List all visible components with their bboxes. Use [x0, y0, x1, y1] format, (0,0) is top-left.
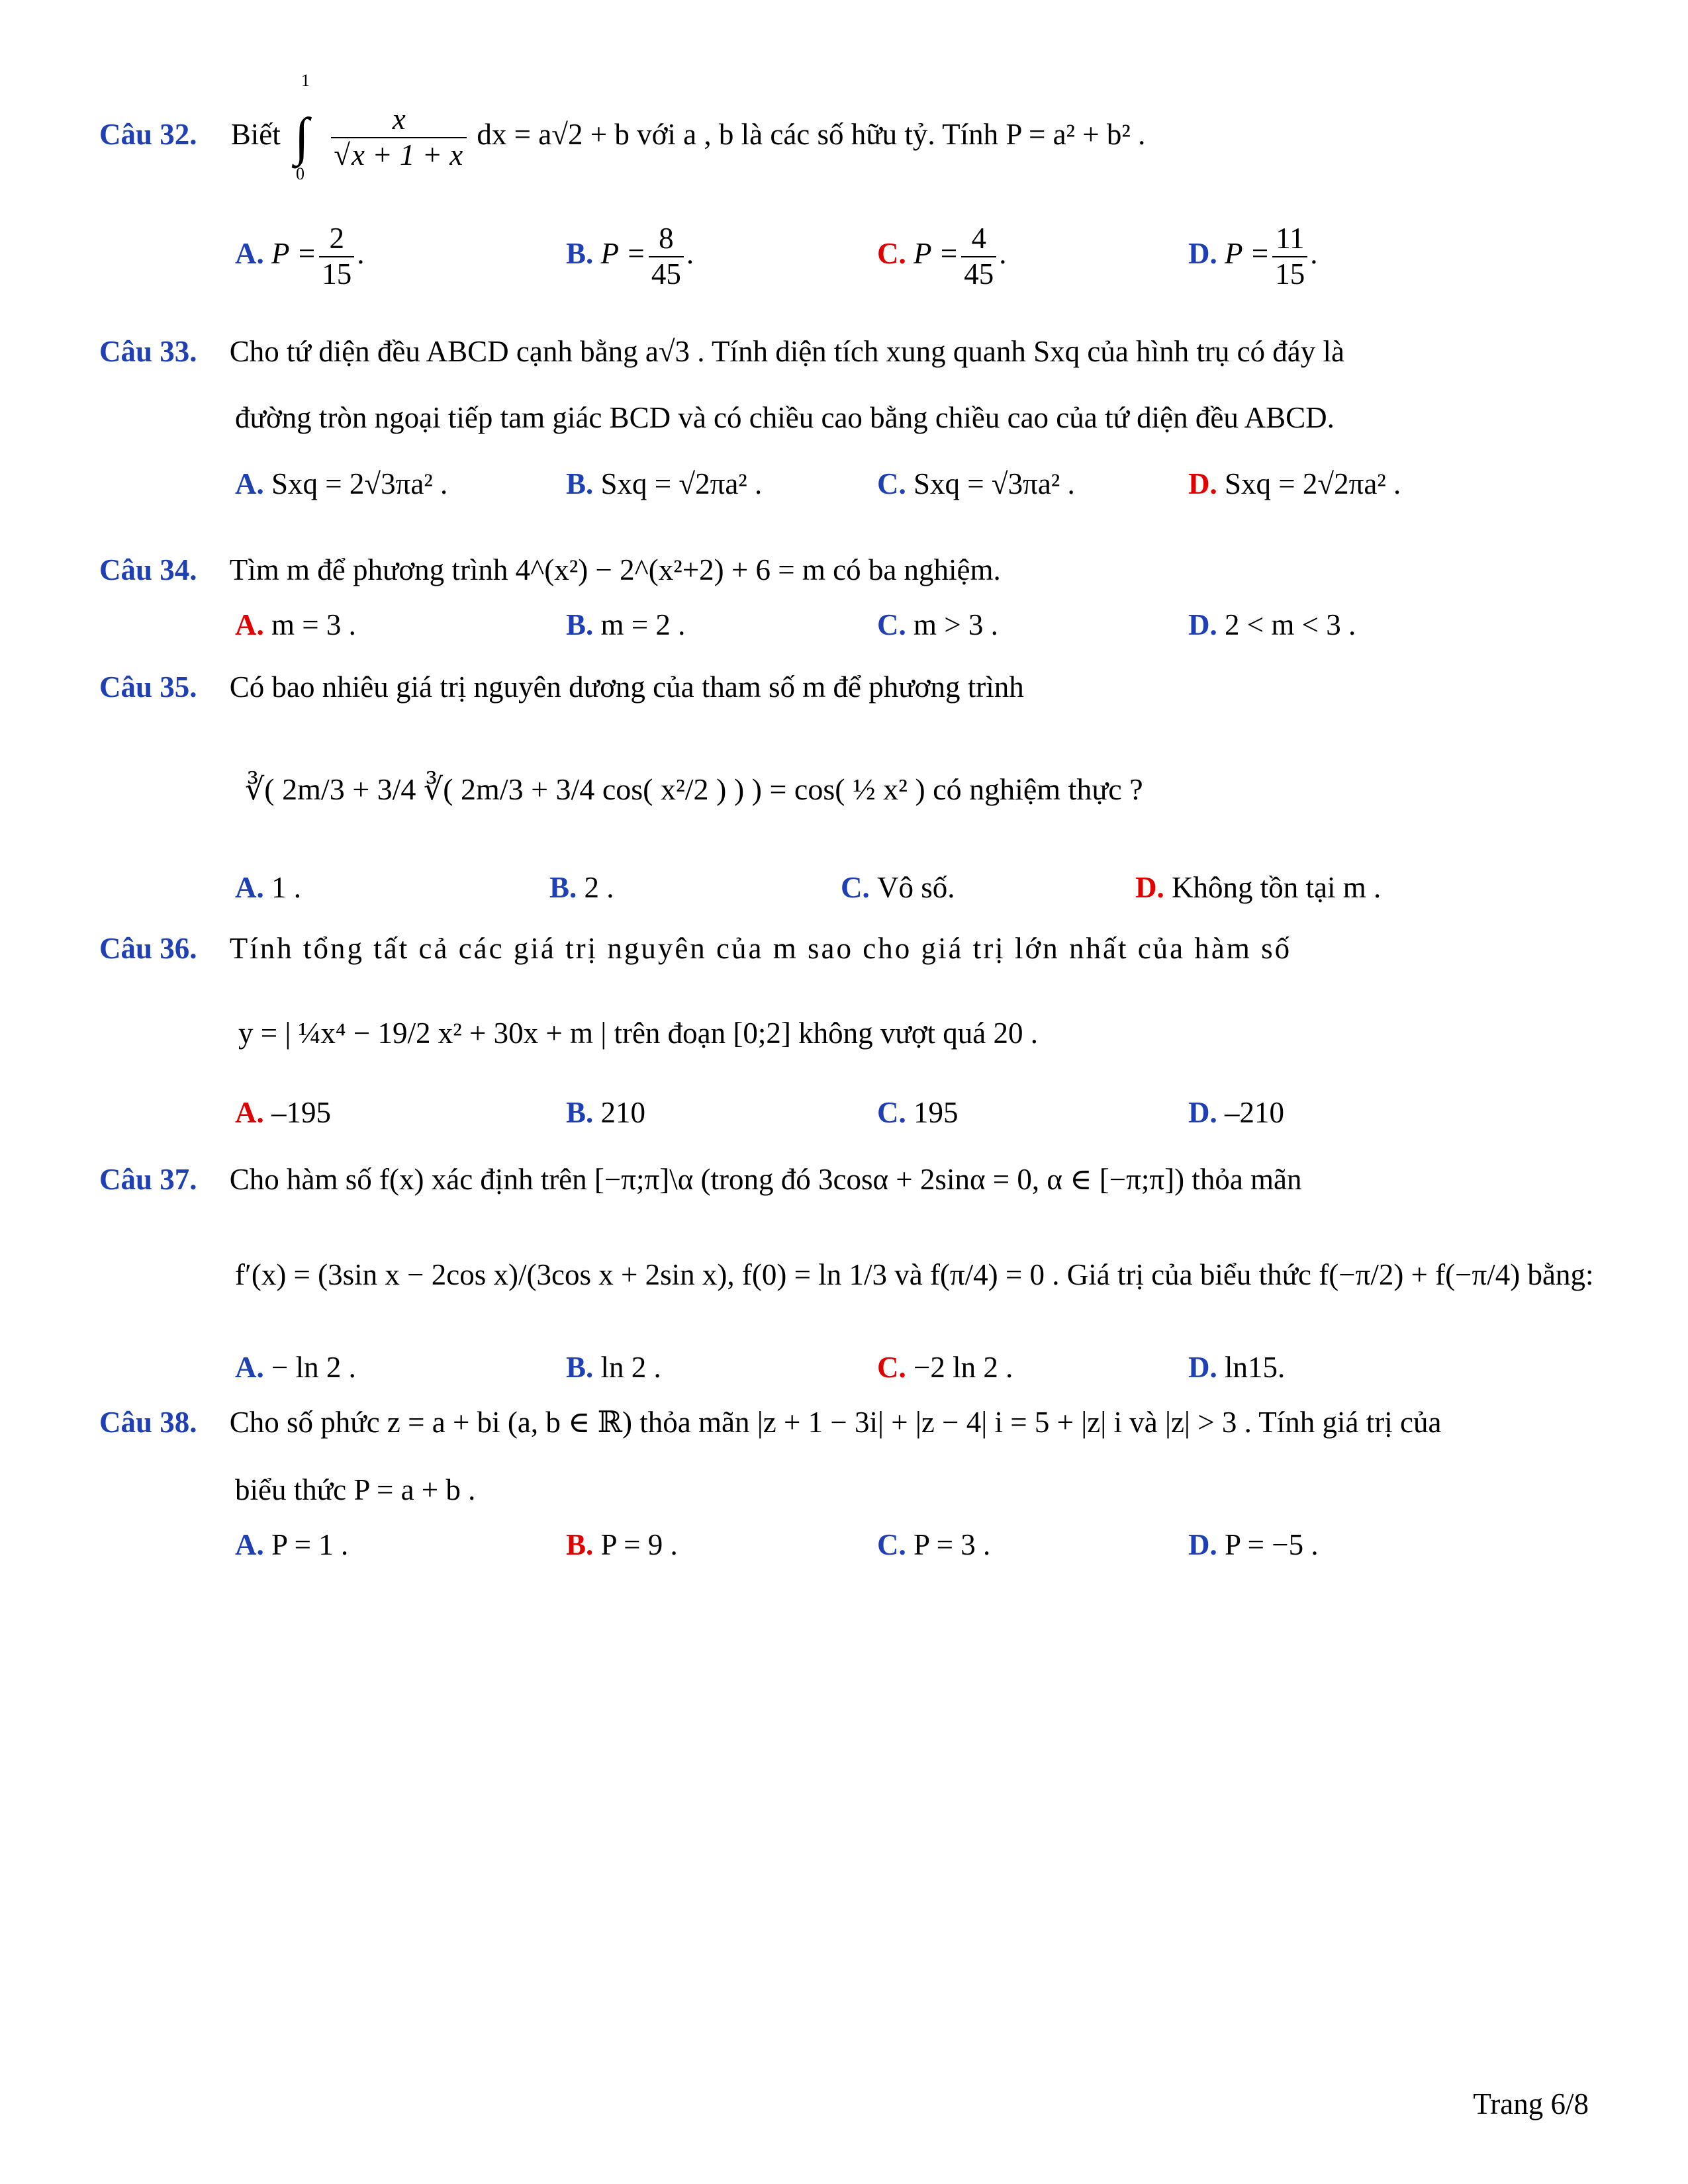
- q35-line1: Có bao nhiêu giá trị nguyên dương của tham số m để phương trình: [229, 670, 1024, 704]
- answer-option: [1188, 222, 1318, 292]
- answer-option: [1188, 1527, 1319, 1562]
- option-text: Vô số.: [877, 871, 955, 904]
- option-label: A.: [235, 237, 271, 271]
- q34-text: Tìm m để phương trình 4^(x²) − 2^(x²+2) + 6 = m có ba nghiệm.: [229, 553, 1001, 586]
- question-number: Câu 32.: [99, 118, 197, 152]
- option-label: C.: [877, 237, 914, 271]
- option-prefix: P =: [914, 237, 959, 271]
- answer-option: [1188, 1350, 1285, 1385]
- option-text: P = −5 .: [1225, 1528, 1319, 1561]
- answer-option: [566, 1350, 661, 1385]
- answer-option: [549, 870, 614, 905]
- option-suffix: .: [1310, 237, 1318, 271]
- option-label: D.: [1188, 608, 1225, 641]
- option-prefix: P =: [1225, 237, 1270, 271]
- option-prefix: P =: [600, 237, 646, 271]
- option-label: B.: [566, 467, 601, 500]
- q36: [99, 931, 1291, 966]
- option-text: ln 2 .: [600, 1351, 661, 1384]
- q37: [99, 1161, 1302, 1197]
- q35: [99, 670, 1024, 704]
- question-number: Câu 37.: [99, 1163, 197, 1196]
- option-fraction: [961, 222, 996, 292]
- answer-option: [235, 1095, 331, 1130]
- option-fraction: [319, 222, 354, 292]
- q35-equation: ∛( 2m/3 + 3/4 ∛( 2m/3 + 3/4 cos( x²/2 ) ) ) = cos( ½ x² ) có nghiệm thực ?: [245, 772, 1143, 806]
- fraction-denominator: 15: [1275, 257, 1305, 291]
- q32-fraction: $\frac{x}{√x + 1 + x}$: [331, 103, 467, 173]
- option-label: C.: [877, 1351, 914, 1384]
- fraction-denominator: 15: [322, 257, 352, 291]
- option-text: P = 1 .: [271, 1528, 349, 1561]
- answer-option: [235, 870, 301, 905]
- answer-option: [566, 1095, 645, 1130]
- option-suffix: .: [357, 237, 365, 271]
- q32: [99, 71, 1146, 184]
- option-label: D.: [1188, 1351, 1225, 1384]
- option-fraction: [1272, 222, 1307, 292]
- option-text: 2 .: [584, 871, 614, 904]
- answer-option: [877, 1095, 959, 1130]
- integral-upper: 1: [301, 71, 310, 91]
- option-label: C.: [877, 1528, 914, 1561]
- fraction-denominator: 45: [651, 257, 681, 291]
- option-label: D.: [1188, 467, 1225, 500]
- q38-line2: biểu thức P = a + b .: [235, 1473, 476, 1506]
- answer-option: [1188, 608, 1356, 642]
- frac-numerator: x: [392, 103, 406, 136]
- answer-option: [235, 1350, 356, 1385]
- option-label: C.: [877, 608, 914, 641]
- fraction-denominator: 45: [964, 257, 994, 291]
- answer-option: [877, 467, 1075, 501]
- option-label: D.: [1188, 1528, 1225, 1561]
- q32-pre: Biết: [230, 118, 281, 152]
- option-text: −2 ln 2 .: [914, 1351, 1013, 1384]
- option-text: 195: [914, 1096, 959, 1129]
- answer-option: [841, 870, 955, 905]
- answer-option: [877, 1350, 1013, 1385]
- q36-equation: y = | ¼x⁴ − 19/2 x² + 30x + m | trên đoạn [0;2] không vượt quá 20 .: [238, 1017, 1039, 1050]
- answer-option: [877, 608, 998, 642]
- q38-line1: Cho số phức z = a + bi (a, b ∈ ℝ) thỏa mãn |z + 1 − 3i| + |z − 4| i = 5 + |z| i và |z| > 3 . Tính giá trị của: [229, 1406, 1442, 1439]
- q33: [99, 334, 1344, 369]
- option-fraction: [649, 222, 684, 292]
- option-label: B.: [549, 871, 585, 904]
- q33-line1: Cho tứ diện đều ABCD cạnh bằng a√3 . Tính diện tích xung quanh Sxq của hình trụ có đáy là: [229, 335, 1345, 368]
- q36-line1: Tính tổng tất cả các giá trị nguyên của m sao cho giá trị lớn nhất của hàm số: [229, 932, 1292, 965]
- answer-option: [566, 222, 694, 292]
- option-text: Sxq = √3πa² .: [914, 467, 1075, 500]
- q37-line1: Cho hàm số f(x) xác định trên [−π;π]\α (trong đó 3cosα + 2sinα = 0, α ∈ [−π;π]) thỏa mãn: [229, 1163, 1302, 1196]
- option-label: B.: [566, 1528, 601, 1561]
- option-text: m = 2 .: [600, 608, 686, 641]
- answer-option: [1135, 870, 1381, 905]
- answer-option: [877, 222, 1007, 292]
- fraction-numerator: 2: [319, 222, 354, 257]
- option-text: ln15.: [1225, 1351, 1286, 1384]
- option-text: P = 9 .: [600, 1528, 678, 1561]
- option-label: A.: [235, 1096, 271, 1129]
- option-prefix: P =: [271, 237, 317, 271]
- option-label: C.: [877, 1096, 914, 1129]
- option-label: A.: [235, 608, 271, 641]
- option-text: –210: [1225, 1096, 1284, 1129]
- option-label: D.: [1188, 237, 1225, 271]
- option-text: 2 < m < 3 .: [1225, 608, 1356, 641]
- option-text: P = 3 .: [914, 1528, 991, 1561]
- answer-option: [1188, 467, 1401, 501]
- option-label: B.: [566, 1096, 601, 1129]
- answer-option: [566, 467, 762, 501]
- question-number: Câu 38.: [99, 1406, 197, 1439]
- q38: [99, 1404, 1441, 1439]
- option-label: A.: [235, 467, 271, 500]
- q33-line2: đường tròn ngoại tiếp tam giác BCD và có chiều cao bằng chiều cao của tứ diện đều ABCD.: [235, 401, 1335, 434]
- option-text: Không tồn tại m .: [1172, 871, 1382, 904]
- option-text: − ln 2 .: [271, 1351, 356, 1384]
- fraction-numerator: 8: [649, 222, 684, 257]
- answer-option: [566, 1527, 678, 1562]
- answer-option: [235, 1527, 348, 1562]
- option-text: Sxq = 2√2πa² .: [1225, 467, 1401, 500]
- question-number: Câu 36.: [99, 932, 197, 965]
- fraction-numerator: 11: [1272, 222, 1307, 257]
- option-label: C.: [877, 467, 914, 500]
- question-number: Câu 33.: [99, 335, 197, 368]
- integral-sign: 1 ∫ 0: [295, 71, 310, 184]
- q32-post: dx = a√2 + b với a , b là các số hữu tỷ. Tính P = a² + b² .: [477, 118, 1146, 152]
- option-label: B.: [566, 608, 601, 641]
- option-label: A.: [235, 1528, 271, 1561]
- option-label: D.: [1135, 871, 1172, 904]
- option-label: B.: [566, 237, 601, 271]
- answer-option: [235, 608, 356, 642]
- option-suffix: .: [999, 237, 1007, 271]
- option-text: m = 3 .: [271, 608, 356, 641]
- option-label: A.: [235, 1351, 271, 1384]
- fraction-numerator: 4: [961, 222, 996, 257]
- integral-lower: 0: [296, 164, 305, 184]
- answer-option: [877, 1527, 990, 1562]
- q34: [99, 553, 1001, 587]
- option-text: Sxq = √2πa² .: [600, 467, 763, 500]
- option-text: 1 .: [271, 871, 301, 904]
- q37-line2: f′(x) = (3sin x − 2cos x)/(3cos x + 2sin x), f(0) = ln 1/3 và f(π/4) = 0 . Giá trị của biểu thức f(−π/2) + f(−π/4) bằng:: [235, 1258, 1594, 1291]
- option-label: A.: [235, 871, 271, 904]
- option-text: m > 3 .: [914, 608, 998, 641]
- option-suffix: .: [686, 237, 694, 271]
- option-label: D.: [1188, 1096, 1225, 1129]
- option-text: Sxq = 2√3πa² .: [271, 467, 448, 500]
- answer-option: [235, 467, 447, 501]
- frac-denominator: x + 1 + x: [351, 138, 463, 171]
- question-number: Câu 34.: [99, 553, 197, 586]
- option-text: –195: [271, 1096, 331, 1129]
- option-label: C.: [841, 871, 877, 904]
- answer-option: [566, 608, 685, 642]
- option-label: B.: [566, 1351, 601, 1384]
- page-footer: Trang 6/8: [1473, 2087, 1589, 2120]
- question-number: Câu 35.: [99, 670, 197, 704]
- option-text: 210: [600, 1096, 646, 1129]
- answer-option: [235, 222, 365, 292]
- answer-option: [1188, 1095, 1284, 1130]
